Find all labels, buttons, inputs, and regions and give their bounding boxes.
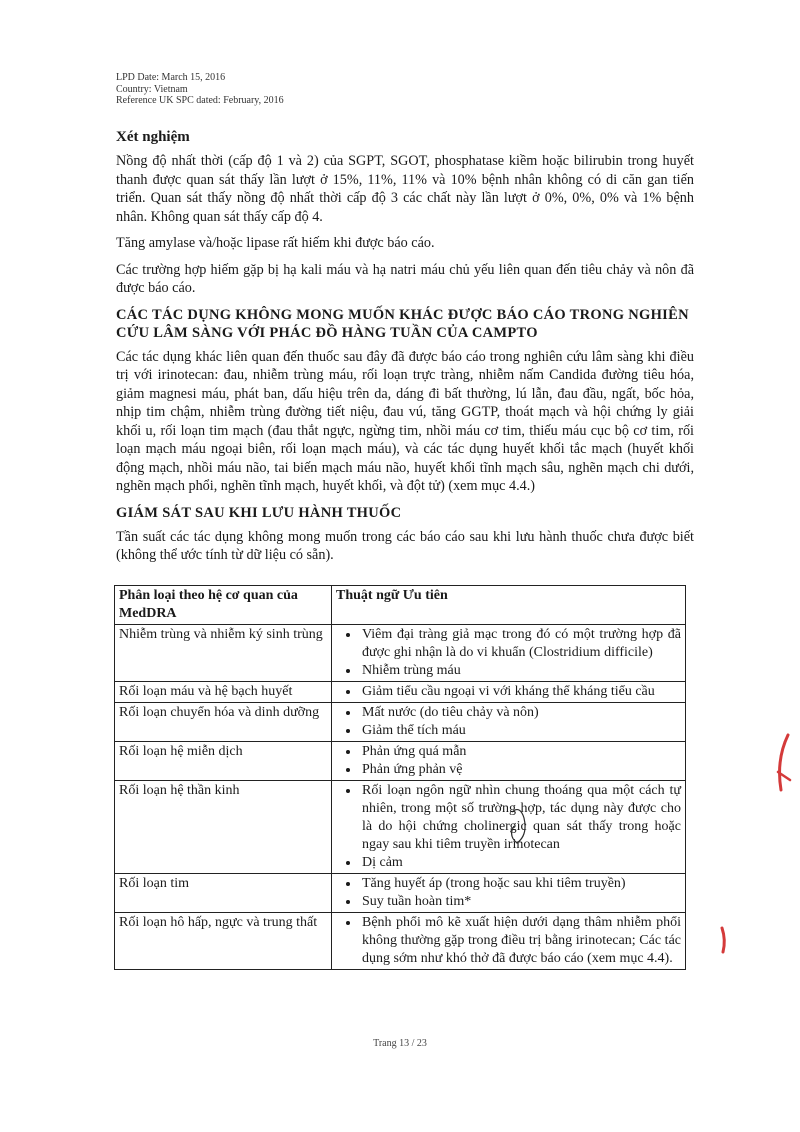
soc-cell: Rối loạn hệ thần kinh <box>115 781 332 874</box>
lpd-date: LPD Date: March 15, 2016 <box>116 72 226 83</box>
page-number: Trang 13 / 23 <box>373 1038 427 1049</box>
header-soc: Phân loại theo hệ cơ quan của MedDRA <box>115 586 332 625</box>
soc-cell: Rối loạn chuyển hóa và dinh dưỡng <box>115 703 332 742</box>
section-title-post-marketing: GIÁM SÁT SAU KHI LƯU HÀNH THUỐC <box>116 504 402 521</box>
reference-spc: Reference UK SPC dated: February, 2016 <box>116 95 284 106</box>
term-item: • Giảm thể tích máu <box>360 722 681 740</box>
soc-cell: Rối loạn hệ miễn dịch <box>115 742 332 781</box>
soc-cell: Nhiễm trùng và nhiễm ký sinh trùng <box>115 625 332 682</box>
paragraph-amylase: Tăng amylase và/hoặc lipase rất hiếm khi được báo cáo. <box>116 235 435 251</box>
term-item: • Mất nước (do tiêu chảy và nôn) <box>360 704 681 722</box>
soc-cell: Rối loạn hô hấp, ngực và trung thất <box>115 913 332 970</box>
term-item: • Giảm tiểu cầu ngoại vi với kháng thể kháng tiểu cầu <box>360 683 681 701</box>
term-item: • Nhiễm trùng máu <box>360 662 681 680</box>
term-item: • Bệnh phổi mô kẽ xuất hiện dưới dạng thâm nhiễm phổi không thường gặp trong điều trị bằng irinotecan; Các tác dụng sớm như khó thở đã được báo cáo (xem mục 4.4). <box>360 914 681 968</box>
paragraph-hypokalemia: Các trường hợp hiếm gặp bị hạ kali máu và hạ natri máu chủ yếu liên quan đến tiêu chảy và nôn đã được báo cáo. <box>116 261 694 296</box>
soc-cell: Rối loạn tim <box>115 874 332 913</box>
paragraph-liver-enzymes: Nồng độ nhất thời (cấp độ 1 và 2) của SGPT, SGOT, phosphatase kiềm hoặc bilirubin trong huyết thanh được quan sát thấy lần lượt ở 15%, 11%, 11% và 10% bệnh nhân không có di căn gan tiến triển. Quan sát thấy nồng độ nhất thời cấp độ 3 các chất này lần lượt ở 0%, 0%, 0% và 1% bệnh nhân. Không quan sát thấy cấp độ 4. <box>116 153 694 225</box>
section-title-lab-tests: Xét nghiệm <box>116 129 190 145</box>
stamp-edge-mark <box>722 928 724 952</box>
term-item: • Phản ứng phản vệ <box>360 761 681 779</box>
paragraph-post-marketing: Tần suất các tác dụng không mong muốn trong các báo cáo sau khi lưu hành thuốc chưa được biết (không thể ước tính từ dữ liệu có sẵn). <box>116 528 694 563</box>
term-item: • Suy tuần hoàn tim* <box>360 893 681 911</box>
soc-cell: Rối loạn máu và hệ bạch huyết <box>115 682 332 703</box>
paragraph-other-effects: Các tác dụng khác liên quan đến thuốc sau đây đã được báo cáo trong nghiên cứu lâm sàng khi điều trị với irinotecan: đau, nhiễm trùng máu, rối loạn trực tràng, nhiễm nấm Candida đường tiêu hóa, giảm magnesi máu, phát ban, dấu hiệu trên da, dáng đi bất thường, lú lẫn, đau đầu, ngất, bốc hỏa, nhịp tim chậm, nhiễm trùng đường tiết niệu, đau vú, tăng GGTP, thoát mạch và hội chứng ly giải khối u, rối loạn tim mạch (đau thắt ngực, ngừng tim, nhồi máu cơ tim, thiếu máu cục bộ cơ tim, rối loạn mạch máu ngoại biên, rối loạn mạch máu), và các tác dụng huyết khối tắc mạch (huyết khối động mạch, nhồi máu não, tai biến mạch máu não, huyết khối tĩnh mạch sâu, nghẽn mạch chi dưới, nghẽn mạch phổi, nghẽn tĩnh mạch, huyết khối, và đột tử) (xem mục 4.4.) <box>116 348 694 494</box>
term-item: • Rối loạn ngôn ngữ nhìn chung thoáng qua một cách tự nhiên, trong một số trường hợp, tác dụng này được cho là do hội chứng cholinergic quan sát thấy trong hoặc ngay sau khi tiêm truyền irinotecan <box>360 782 681 854</box>
handwritten-initials-mark <box>512 810 525 843</box>
term-item: • Phản ứng quá mẫn <box>360 743 681 761</box>
section-title-other-effects: CÁC TÁC DỤNG KHÔNG MONG MUỐN KHÁC ĐƯỢC BÁO CÁO TRONG NGHIÊN CỨU LÂM SÀNG VỚI PHÁC ĐỒ HÀNG TUẦN CỦA CAMPTO <box>116 306 689 341</box>
term-item: • Viêm đại tràng giả mạc trong đó có một trường hợp đã được ghi nhận là do vi khuẩn (Clostridium difficile) <box>360 626 681 662</box>
country: Country: Vietnam <box>116 83 188 95</box>
stamp-edge-mark <box>780 735 788 790</box>
term-item: • Dị cảm <box>360 854 681 872</box>
term-item: • Tăng huyết áp (trong hoặc sau khi tiêm truyền) <box>360 875 681 893</box>
header-preferred-term: Thuật ngữ Ưu tiên <box>332 586 686 625</box>
